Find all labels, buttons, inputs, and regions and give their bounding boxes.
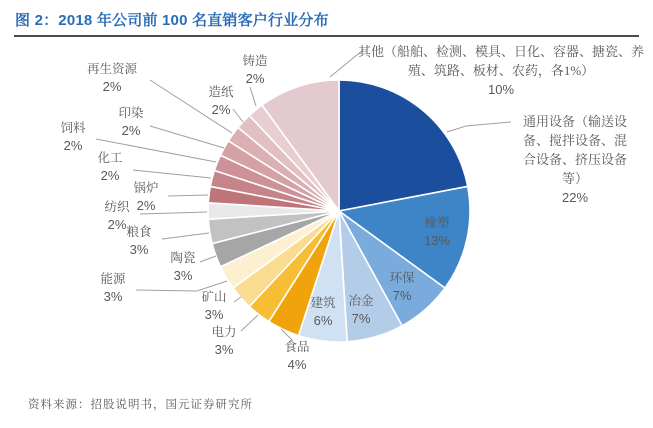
- slice-label-papermaking: 造纸 2%: [208, 85, 234, 117]
- slice-label-mining: 矿山 3%: [201, 290, 227, 322]
- leader-line-recycling: [150, 80, 232, 133]
- slice-label-rubber-plastic: 橡塑 13%: [423, 216, 451, 248]
- slice-label-casting: 铸造 2%: [242, 54, 268, 86]
- slice-label-power: 电力 3%: [211, 325, 237, 357]
- slice-label-recycling: 再生资源 2%: [86, 62, 137, 94]
- leader-line-other: [330, 50, 363, 77]
- source-note: 资料来源：招股说明书，国元证券研究所: [28, 399, 253, 411]
- leader-line-grain: [162, 233, 209, 239]
- slice-label-chemical: 化工 2%: [97, 151, 123, 183]
- leader-line-mining: [234, 297, 241, 302]
- pie-slices: [208, 80, 470, 342]
- slice-label-textile: 纺织 2%: [104, 200, 130, 232]
- leader-line-power: [241, 315, 258, 331]
- slice-label-other: 其他（船舶、检测、模具、日化、容器、搪瓷、养殖、筑路、板材、农药，各1%） 10%: [357, 44, 644, 97]
- slice-label-environmental: 环保 7%: [389, 271, 415, 303]
- slice-label-construction: 建筑 6%: [310, 296, 336, 328]
- slice-label-boiler: 锅炉 2%: [133, 181, 159, 213]
- leader-line-papermaking: [233, 109, 243, 122]
- leader-line-ceramics: [200, 256, 216, 262]
- slice-label-energy: 能源 3%: [100, 272, 126, 304]
- leader-line-boiler: [168, 195, 208, 196]
- leader-line-textile: [140, 212, 207, 214]
- slice-label-food: 食品 4%: [284, 340, 310, 372]
- slice-label-feed: 饲料 2%: [60, 121, 86, 153]
- slice-label-ceramics: 陶瓷 3%: [170, 251, 196, 283]
- leader-line-printing-dyeing: [150, 126, 224, 148]
- slice-label-printing-dyeing: 印染 2%: [118, 106, 144, 138]
- slice-label-metallurgy: 冶金 7%: [348, 294, 374, 326]
- leader-line-feed: [96, 139, 216, 162]
- leader-line-energy: [136, 281, 227, 291]
- leader-line-casting: [250, 87, 256, 106]
- slice-label-grain: 粮食 3%: [126, 225, 152, 257]
- leader-line-chemical: [133, 170, 211, 178]
- leader-line-general-equipment: [447, 122, 511, 132]
- slice-label-general-equipment: 通用设备（输送设备、搅拌设备、混合设备、挤压设备等） 22%: [522, 114, 627, 205]
- figure-title: 图 2：2018 年公司前 100 名直销客户行业分布: [15, 12, 329, 29]
